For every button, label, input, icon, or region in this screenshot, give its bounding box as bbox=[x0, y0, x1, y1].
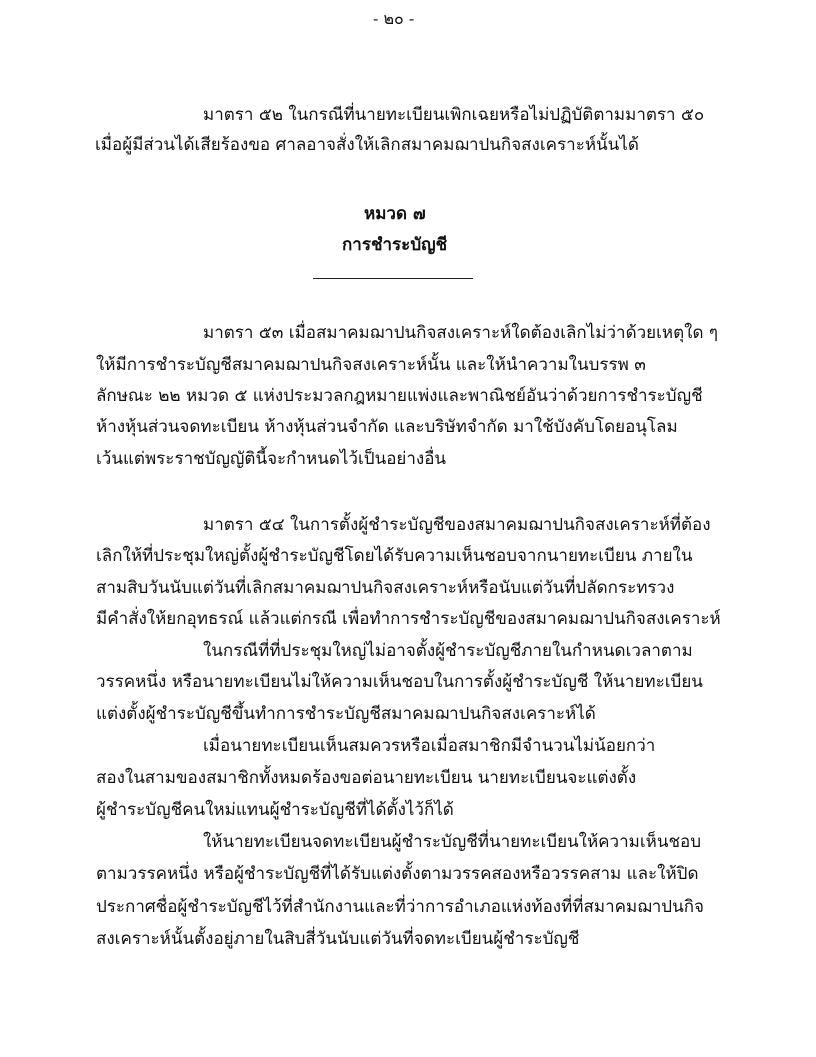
chapter-divider bbox=[313, 278, 473, 279]
section-54-line-2: เลิกให้ที่ประชุมใหญ่ตั้งผู้ชำระบัญชีโดยได้รับความเห็นชอบจากนายทะเบียน ภายใน bbox=[96, 546, 693, 566]
section-53-line-5: เว้นแต่พระราชบัญญัตินี้จะกำหนดไว้เป็นอย่างอื่น bbox=[96, 449, 447, 469]
section-54-line-10: ผู้ชำระบัญชีคนใหม่แทนผู้ชำระบัญชีที่ได้ตั้งไว้ก็ได้ bbox=[96, 800, 454, 820]
section-54-line-5: ในกรณีที่ที่ประชุมใหญ่ไม่อาจตั้งผู้ชำระบัญชีภายในกำหนดเวลาตาม bbox=[203, 641, 693, 661]
section-54-line-12: ตามวรรคหนึ่ง หรือผู้ชำระบัญชีที่ได้รับแต่งตั้งตามวรรคสองหรือวรรคสาม และให้ปิด bbox=[96, 864, 699, 884]
section-53-line-1: มาตรา ๕๓ เมื่อสมาคมฌาปนกิจสงเคราะห์ใดต้องเลิกไม่ว่าด้วยเหตุใด ๆ bbox=[203, 323, 719, 343]
section-54-line-13: ประกาศชื่อผู้ชำระบัญชีไว้ที่สำนักงานและที่ว่าการอำเภอแห่งท้องที่ที่สมาคมฌาปนกิจ bbox=[96, 897, 704, 917]
section-54-line-11: ให้นายทะเบียนจดทะเบียนผู้ชำระบัญชีที่นายทะเบียนให้ความเห็นชอบ bbox=[203, 832, 702, 852]
section-54-line-1: มาตรา ๕๔ ในการตั้งผู้ชำระบัญชีของสมาคมฌาปนกิจสงเคราะห์ที่ต้อง bbox=[203, 515, 711, 535]
section-54-line-8: เมื่อนายทะเบียนเห็นสมควรหรือเมื่อสมาชิกมีจำนวนไม่น้อยกว่า bbox=[203, 736, 656, 756]
section-54-line-9: สองในสามของสมาชิกทั้งหมดร้องขอต่อนายทะเบียน นายทะเบียนจะแต่งตั้ง bbox=[96, 768, 637, 788]
section-52-line-1: มาตรา ๕๒ ในกรณีที่นายทะเบียนเพิกเฉยหรือไม่ปฏิบัติตามมาตรา ๕๐ bbox=[203, 105, 705, 125]
section-54-line-3: สามสิบวันนับแต่วันที่เลิกสมาคมฌาปนกิจสงเคราะห์หรือนับแต่วันที่ปลัดกระทรวง bbox=[96, 578, 675, 598]
section-53-line-2: ให้มีการชำระบัญชีสมาคมฌาปนกิจสงเคราะห์นั้น และให้นำความในบรรพ ๓ bbox=[96, 355, 646, 375]
section-54-line-6: วรรคหนึ่ง หรือนายทะเบียนไม่ให้ความเห็นชอบในการตั้งผู้ชำระบัญชี ให้นายทะเบียน bbox=[96, 672, 703, 692]
chapter-title: การชำระบัญชี bbox=[342, 235, 448, 255]
section-54-line-14: สงเคราะห์นั้นตั้งอยู่ภายในสิบสี่วันนับแต่วันที่จดทะเบียนผู้ชำระบัญชี bbox=[96, 929, 580, 949]
chapter-heading: หมวด ๗ bbox=[364, 204, 426, 224]
section-54-line-7: แต่งตั้งผู้ชำระบัญชีขึ้นทำการชำระบัญชีสมาคมฌาปนกิจสงเคราะห์ได้ bbox=[96, 704, 596, 724]
page-number: - ๒๐ - bbox=[373, 9, 415, 28]
section-54-line-4: มีคำสั่งให้ยกอุทธรณ์ แล้วแต่กรณี เพื่อทำการชำระบัญชีของสมาคมฌาปนกิจสงเคราะห์ bbox=[96, 609, 721, 629]
section-53-line-3: ลักษณะ ๒๒ หมวด ๕ แห่งประมวลกฎหมายแพ่งและพาณิชย์อันว่าด้วยการชำระบัญชี bbox=[96, 386, 703, 406]
section-52-line-2: เมื่อผู้มีส่วนได้เสียร้องขอ ศาลอาจสั่งให้เลิกสมาคมฌาปนกิจสงเคราะห์นั้นได้ bbox=[95, 135, 639, 155]
section-53-line-4: ห้างหุ้นส่วนจดทะเบียน ห้างหุ้นส่วนจำกัด และบริษัทจำกัด มาใช้บังคับโดยอนุโลม bbox=[96, 417, 678, 437]
